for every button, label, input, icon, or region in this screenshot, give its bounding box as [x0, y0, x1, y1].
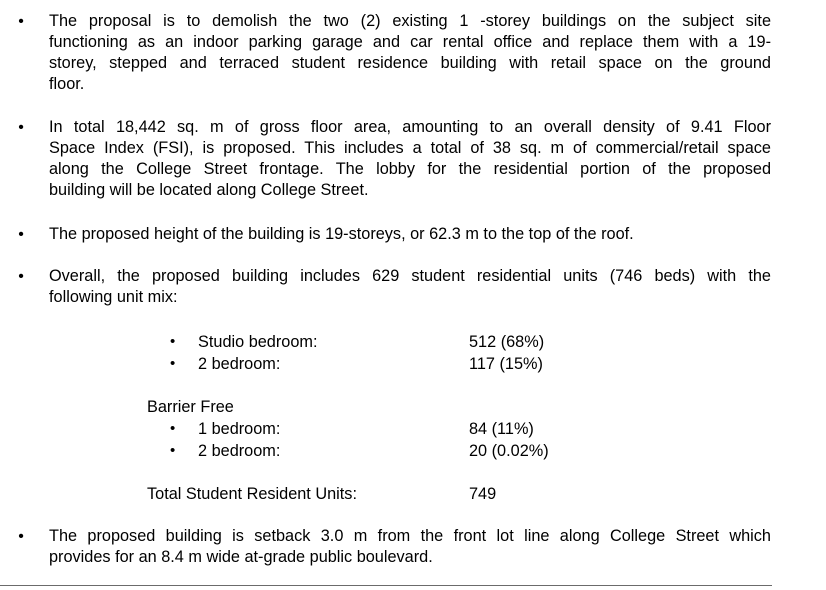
barrier-free-heading: Barrier Free — [147, 398, 234, 416]
unit-value: 84 (11%) — [469, 420, 534, 438]
sub-bullet-point: • — [170, 420, 176, 437]
text-line: Space Index (FSI), is proposed. This includes a total of 38 sq. m of commercial/retail space — [49, 139, 771, 157]
paragraph-height — [49, 224, 771, 245]
text-line: along the College Street frontage. The lobby for the residential portion of the proposed — [49, 160, 771, 178]
bullet-point: • — [18, 119, 24, 136]
text-line: The proposal is to demolish the two (2) existing 1 -storey buildings on the subject site — [49, 12, 771, 30]
paragraph-floor-area — [49, 117, 771, 201]
paragraph-demolition — [49, 11, 771, 95]
unit-value: 117 (15%) — [469, 355, 543, 373]
bottom-divider — [0, 585, 772, 586]
text-line: building will be located along College Street. — [49, 181, 369, 199]
bullet-point: • — [18, 528, 24, 545]
text-line: following unit mix: — [49, 288, 178, 306]
text-line: storey, stepped and terraced student residence building with retail space on the ground — [49, 54, 771, 72]
sub-bullet-point: • — [170, 333, 176, 350]
paragraph-units — [49, 266, 771, 308]
total-units-value: 749 — [469, 485, 497, 503]
text-line: provides for an 8.4 m wide at-grade public boulevard. — [49, 548, 433, 566]
text-line: functioning as an indoor parking garage and car rental office and replace them with a 19- — [49, 33, 771, 51]
unit-label: Studio bedroom: — [198, 333, 318, 351]
text-line: Overall, the proposed building includes 629 student residential units (746 beds) with the — [49, 267, 771, 285]
unit-label: 1 bedroom: — [198, 420, 281, 438]
text-line: floor. — [49, 75, 85, 93]
sub-bullet-point: • — [170, 355, 176, 372]
unit-label: 2 bedroom: — [198, 355, 281, 373]
text-line: The proposed height of the building is 19-storeys, or 62.3 m to the top of the roof. — [49, 225, 634, 243]
bullet-point: • — [18, 13, 24, 30]
unit-value: 512 (68%) — [469, 333, 545, 351]
sub-bullet-point: • — [170, 442, 176, 459]
total-units-label: Total Student Resident Units: — [147, 485, 357, 503]
text-line: The proposed building is setback 3.0 m from the front lot line along College Street which — [49, 527, 771, 545]
bullet-point: • — [18, 268, 24, 285]
unit-label: 2 bedroom: — [198, 442, 281, 460]
paragraph-setback — [49, 526, 771, 568]
text-line: In total 18,442 sq. m of gross floor area, amounting to an overall density of 9.41 Floor — [49, 118, 771, 136]
bullet-point: • — [18, 226, 24, 243]
unit-value: 20 (0.02%) — [469, 442, 549, 460]
